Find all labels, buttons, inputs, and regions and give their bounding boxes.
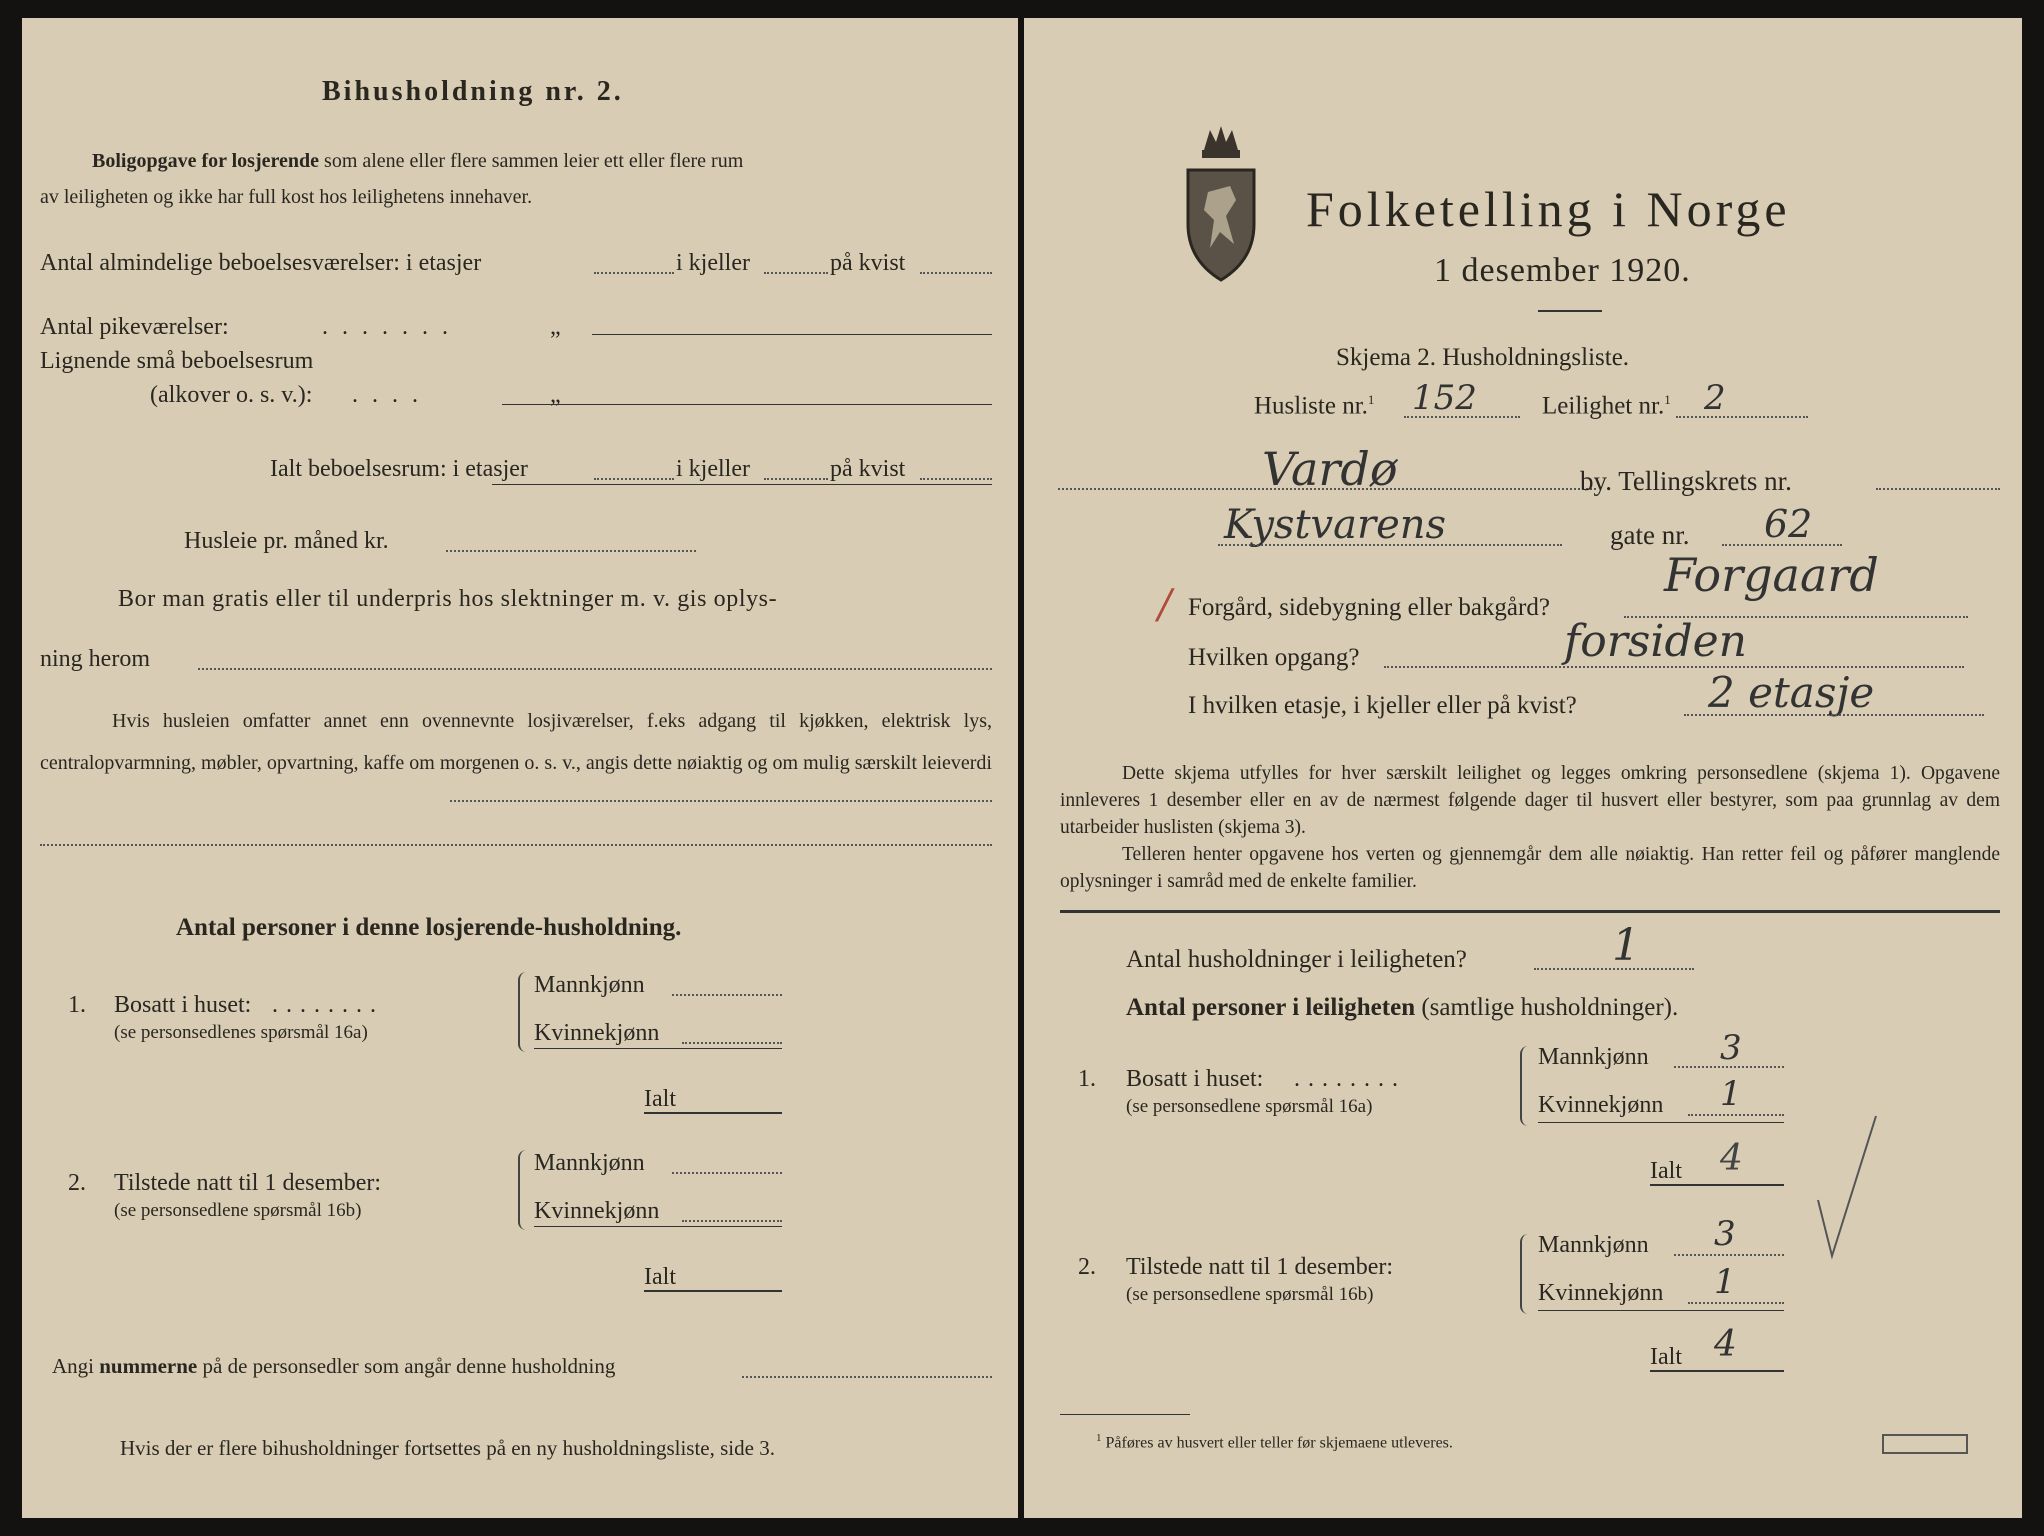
q2-sub: (se personsedlene spørsmål 16b) <box>114 1200 362 1221</box>
numbers-pre: Angi <box>52 1354 94 1378</box>
intro-line2: av leiligheten og ikke har full kost hos leilighetens innehaver. <box>40 186 533 208</box>
intro-bold: Boligopgave for losjerende <box>92 150 320 172</box>
small-rooms-dots: .... <box>352 382 432 408</box>
rooms-floors-field[interactable] <box>594 272 674 274</box>
note-field-2[interactable] <box>40 844 992 846</box>
right-title: Folketelling i Norge <box>1306 181 1791 237</box>
total-cellar-label: i kjeller <box>676 456 750 482</box>
courtyard-question: Forgård, sidebygning eller bakgård? <box>1188 594 1550 621</box>
coat-of-arms-icon <box>1180 120 1262 286</box>
r-q2-sub: (se personsedlene spørsmål 16b) <box>1126 1284 1374 1305</box>
footnote-rule <box>1060 1414 1190 1415</box>
r-q1-male-value[interactable]: 3 <box>1720 1028 1742 1068</box>
r-q1-total-field[interactable] <box>1650 1184 1784 1186</box>
q1-male-field[interactable] <box>672 994 782 996</box>
street-number-value[interactable]: 62 <box>1764 502 1813 546</box>
rooms-attic-field[interactable] <box>920 272 992 274</box>
total-rooms-rule <box>492 484 992 485</box>
q2-label: Tilstede natt til 1 desember: <box>114 1170 382 1196</box>
r-q2-total-field[interactable] <box>1650 1370 1784 1372</box>
r-q1-sub: (se personsedlene spørsmål 16a) <box>1126 1096 1373 1117</box>
floor-question: I hvilken etasje, i kjeller eller på kvist? <box>1188 692 1577 719</box>
q2-num: 2. <box>68 1170 86 1196</box>
street-number-field[interactable] <box>1722 544 1842 546</box>
courtyard-answer[interactable]: Forgaard <box>1664 548 1879 602</box>
street-value[interactable]: Kystvarens <box>1224 502 1447 548</box>
r-q1-male-label: Mannkjønn <box>1538 1044 1649 1070</box>
q1-num: 1. <box>68 992 86 1018</box>
q2-male-label: Mannkjønn <box>534 1150 645 1176</box>
r-q2-female-label: Kvinnekjønn <box>1538 1280 1664 1306</box>
printer-stamp <box>1882 1434 1968 1454</box>
r-q2-total-value[interactable]: 4 <box>1714 1324 1737 1365</box>
free-label-2: ning herom <box>40 646 150 672</box>
total-cellar-field[interactable] <box>764 478 828 480</box>
instructions-1: Dette skjema utfylles for hver særskilt leilighet og legges omkring personsedlene (skjema 1). Opgavene innleveres 1 desember eller en av de nærmest følgende dager til husvert eller bestyrer, som paa grunnlag av dem utarbeider huslisten (skjema 3). <box>1060 763 2000 838</box>
r-q2-male-label: Mannkjønn <box>1538 1232 1649 1258</box>
left-title: Bihusholdning nr. 2. <box>322 76 624 107</box>
city-label: by. Tellingskrets nr. <box>1580 466 1792 496</box>
total-attic-field[interactable] <box>920 478 992 480</box>
entrance-question: Hvilken opgang? <box>1188 644 1360 671</box>
entrance-field[interactable] <box>1384 666 1964 668</box>
free-label: Bor man gratis eller til underpris hos slektninger m. v. gis oplys- <box>118 586 778 612</box>
q1-dots: ........ <box>272 992 384 1018</box>
r-q1-female-field[interactable] <box>1688 1114 1784 1116</box>
street-field[interactable] <box>1218 544 1562 546</box>
maids-dots: ....... <box>322 314 462 340</box>
q2-total-label: Ialt <box>644 1264 676 1290</box>
maids-field[interactable] <box>592 334 992 335</box>
right-date: 1 desember 1920. <box>1434 252 1691 289</box>
r-q1-total-label: Ialt <box>1650 1158 1682 1184</box>
leilighet-label: Leilighet nr. <box>1542 392 1665 420</box>
rooms-attic-label: på kvist <box>830 250 906 276</box>
left-page <box>22 18 1018 1518</box>
total-attic-label: på kvist <box>830 456 906 482</box>
check-mark: / <box>1158 582 1172 628</box>
r-q2-male-field[interactable] <box>1674 1254 1784 1256</box>
note-field[interactable] <box>450 800 992 802</box>
rooms-cellar-label: i kjeller <box>676 250 750 276</box>
right-page <box>1024 18 2022 1518</box>
intro-rest: som alene eller flere sammen leier ett eller flere rum <box>324 150 744 172</box>
floor-answer[interactable]: 2 etasje <box>1708 668 1875 717</box>
households-field[interactable] <box>1534 968 1694 970</box>
q1-rule <box>534 1048 782 1049</box>
rent-label: Husleie pr. måned kr. <box>184 528 389 554</box>
left-footer: Hvis der er flere bihusholdninger fortsettes på en ny husholdningsliste, side 3. <box>120 1436 775 1460</box>
total-rooms-label: Ialt beboelsesrum: i etasjer <box>270 456 528 482</box>
husliste-field[interactable] <box>1404 416 1520 418</box>
q2-male-field[interactable] <box>672 1172 782 1174</box>
free-field[interactable] <box>198 668 992 670</box>
q1-female-field[interactable] <box>682 1042 782 1044</box>
r-q2-num: 2. <box>1078 1254 1096 1280</box>
q1-total-field[interactable] <box>644 1112 782 1114</box>
r-q2-brace <box>1520 1234 1532 1314</box>
check-stroke-icon <box>1814 1110 1884 1260</box>
r-q1-num: 1. <box>1078 1066 1096 1092</box>
leilighet-field[interactable] <box>1676 416 1808 418</box>
rooms-cellar-field[interactable] <box>764 272 828 274</box>
r-q2-rule <box>1538 1310 1784 1311</box>
r-q1-total-value[interactable]: 4 <box>1720 1138 1743 1179</box>
title-rule <box>1538 310 1602 312</box>
husliste-label: Husliste nr. <box>1254 392 1368 420</box>
q1-brace <box>518 972 530 1052</box>
r-q2-female-value[interactable]: 1 <box>1714 1262 1736 1302</box>
small-rooms-ditto: „ <box>550 382 561 408</box>
q1-female-label: Kvinnekjønn <box>534 1020 660 1046</box>
maids-label: Antal pikeværelser: <box>40 314 229 340</box>
r-q1-dots: ........ <box>1294 1066 1406 1092</box>
numbers-rest: på de personsedler som angår denne husholdning <box>202 1354 616 1378</box>
q2-female-field[interactable] <box>682 1220 782 1222</box>
r-q1-female-label: Kvinnekjønn <box>1538 1092 1664 1118</box>
total-floors-field[interactable] <box>594 478 674 480</box>
q1-label: Bosatt i huset: <box>114 992 252 1018</box>
instructions-2: Telleren henter opgavene hos verten og gjennemgår dem alle nøiaktig. Han retter feil og påfører manglende oplysninger i samråd med de enkelte familier. <box>1060 844 2000 892</box>
r-q1-brace <box>1520 1046 1532 1126</box>
small-rooms-field[interactable] <box>502 404 992 405</box>
footnote-num: 1 <box>1096 1432 1102 1444</box>
leilighet-footnote: 1 <box>1664 392 1671 407</box>
small-rooms-label-1: Lignende små beboelsesrum <box>40 348 314 374</box>
section-divider <box>1060 910 2000 913</box>
city-field[interactable] <box>1058 488 1596 490</box>
q2-female-label: Kvinnekjønn <box>534 1198 660 1224</box>
small-rooms-label-2: (alkover o. s. v.): <box>150 382 313 408</box>
leilighet-value[interactable]: 2 <box>1704 378 1726 418</box>
numbers-field[interactable] <box>742 1376 992 1378</box>
q1-sub: (se personsedlenes spørsmål 16a) <box>114 1022 368 1043</box>
r-q1-rule <box>1538 1122 1784 1123</box>
q1-male-label: Mannkjønn <box>534 972 645 998</box>
persons-heading: Antal personer i denne losjerende-husholdning. <box>176 914 682 941</box>
schema-label: Skjema 2. Husholdningsliste. <box>1336 344 1630 371</box>
husliste-value[interactable]: 152 <box>1412 378 1477 418</box>
husliste-footnote: 1 <box>1367 392 1375 407</box>
households-value[interactable]: 1 <box>1612 920 1640 971</box>
rooms-label: Antal almindelige beboelsesværelser: i etasjer <box>40 250 482 276</box>
street-label: gate nr. <box>1610 520 1690 550</box>
rent-field[interactable] <box>446 550 696 552</box>
r-q1-label: Bosatt i huset: <box>1126 1066 1264 1092</box>
q1-total-label: Ialt <box>644 1086 676 1112</box>
tellingskrets-field[interactable] <box>1876 488 2000 490</box>
r-q1-female-value[interactable]: 1 <box>1720 1074 1742 1114</box>
city-value[interactable]: Vardø <box>1262 442 1398 496</box>
r-q2-label: Tilstede natt til 1 desember: <box>1126 1254 1394 1280</box>
r-q1-male-field[interactable] <box>1674 1066 1784 1068</box>
maids-ditto: „ <box>550 314 561 340</box>
rent-note: Hvis husleien omfatter annet enn ovennevnte losjiværelser, f.eks adgang til kjøkken, elektrisk lys, centralopvarmning, møbler, opvartning, kaffe om morgenen o. s. v., angis dette nøiaktig og om mulig særskilt leieverdi <box>40 710 992 774</box>
footnote-text: Påføres av husvert eller teller før skjemaene utleveres. <box>1105 1434 1453 1452</box>
households-label: Antal husholdninger i leiligheten? <box>1126 946 1467 973</box>
r-q2-total-label: Ialt <box>1650 1344 1682 1370</box>
entrance-answer[interactable]: forsiden <box>1564 616 1748 667</box>
q2-rule <box>534 1226 782 1227</box>
numbers-bold: nummerne <box>99 1354 198 1378</box>
floor-field[interactable] <box>1684 714 1984 716</box>
persons-bold: Antal personer i leiligheten <box>1126 994 1416 1021</box>
q2-brace <box>518 1150 530 1230</box>
r-q2-male-value[interactable]: 3 <box>1714 1214 1736 1254</box>
q2-total-field[interactable] <box>644 1290 782 1292</box>
r-q2-female-field[interactable] <box>1688 1302 1784 1304</box>
persons-rest: (samtlige husholdninger). <box>1421 994 1679 1021</box>
